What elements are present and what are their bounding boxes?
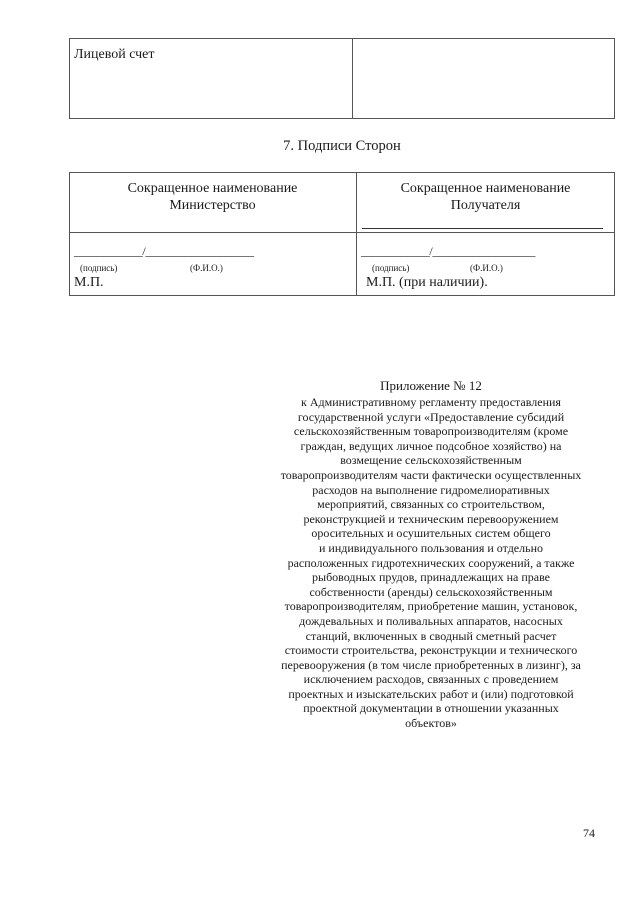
- appendix-title: Приложение № 12: [380, 378, 482, 393]
- appendix-line: расходов на выполнение гидромелиоративных: [312, 482, 550, 497]
- appendix-block: [268, 378, 594, 731]
- right-signature-hint: (подпись): [372, 263, 410, 273]
- appendix-line: мероприятий, связанных со строительством,: [317, 497, 545, 512]
- appendix-line: к Административному регламенту предоставления: [301, 395, 561, 409]
- right-name-hint: (Ф.И.О.): [470, 263, 503, 273]
- appendix-line: граждан, ведущих личное подсобное хозяйство) на: [300, 438, 562, 453]
- right-party-name-line: [362, 228, 603, 229]
- appendix-line: реконструкцией и техническим перевооружением: [303, 511, 559, 526]
- section-title: 7. Подписи Сторон: [283, 138, 401, 154]
- right-stamp: М.П. (при наличии).: [366, 275, 488, 290]
- appendix-line: расположенных гидротехнических сооружений, а также: [287, 555, 575, 570]
- signatures-table-row-line: [69, 232, 615, 233]
- left-stamp: М.П.: [74, 275, 104, 290]
- appendix-line: сельскохозяйственным товаропроизводителям (кроме: [293, 424, 569, 439]
- appendix-line: собственности (аренды) сельскохозяйственным: [309, 584, 553, 599]
- appendix-line: товаропроизводителям части фактически осуществленных: [280, 467, 582, 482]
- appendix-line: рыбоводных прудов, принадлежащих на праве: [312, 570, 550, 585]
- appendix-line: исключением расходов, связанных с проведением: [303, 672, 559, 687]
- appendix-line: станций, включенных в сводный сметный расчет: [305, 628, 557, 643]
- appendix-line: товаропроизводителям, приобретение машин, установок,: [284, 599, 578, 614]
- left-party-header: Сокращенное наименование Министерство: [127, 181, 298, 213]
- appendix-line: оросительных и осушительных систем общего: [311, 526, 551, 541]
- left-signature-line: ____________/___________________: [74, 244, 254, 258]
- account-label: Лицевой счет: [74, 47, 155, 62]
- appendix-line: и индивидуального пользования и отдельно: [318, 540, 544, 555]
- appendix-line: объектов»: [405, 716, 457, 731]
- appendix-line: возмещение сельскохозяйственным: [340, 453, 522, 468]
- appendix-line: дождевальных и поливальных аппаратов, насосных: [299, 613, 563, 628]
- appendix-line: стоимости строительства, реконструкции и технического: [284, 643, 578, 658]
- left-signature-hint: (подпись): [80, 263, 118, 273]
- appendix-line: перевооружения (в том числе приобретенных в лизинг), за: [281, 657, 581, 672]
- appendix-line: проектных и изыскательских работ и (или) подготовкой: [288, 686, 574, 701]
- appendix-line: проектной документации в отношении указанных: [303, 701, 559, 716]
- right-signature-line: ____________/__________________: [361, 244, 536, 258]
- appendix-line: государственной услуги «Предоставление субсидий: [297, 409, 565, 424]
- page-number: 74: [583, 826, 595, 840]
- right-party-header: Сокращенное наименование Получателя: [400, 181, 571, 213]
- account-table-divider: [352, 38, 353, 119]
- left-name-hint: (Ф.И.О.): [190, 263, 223, 273]
